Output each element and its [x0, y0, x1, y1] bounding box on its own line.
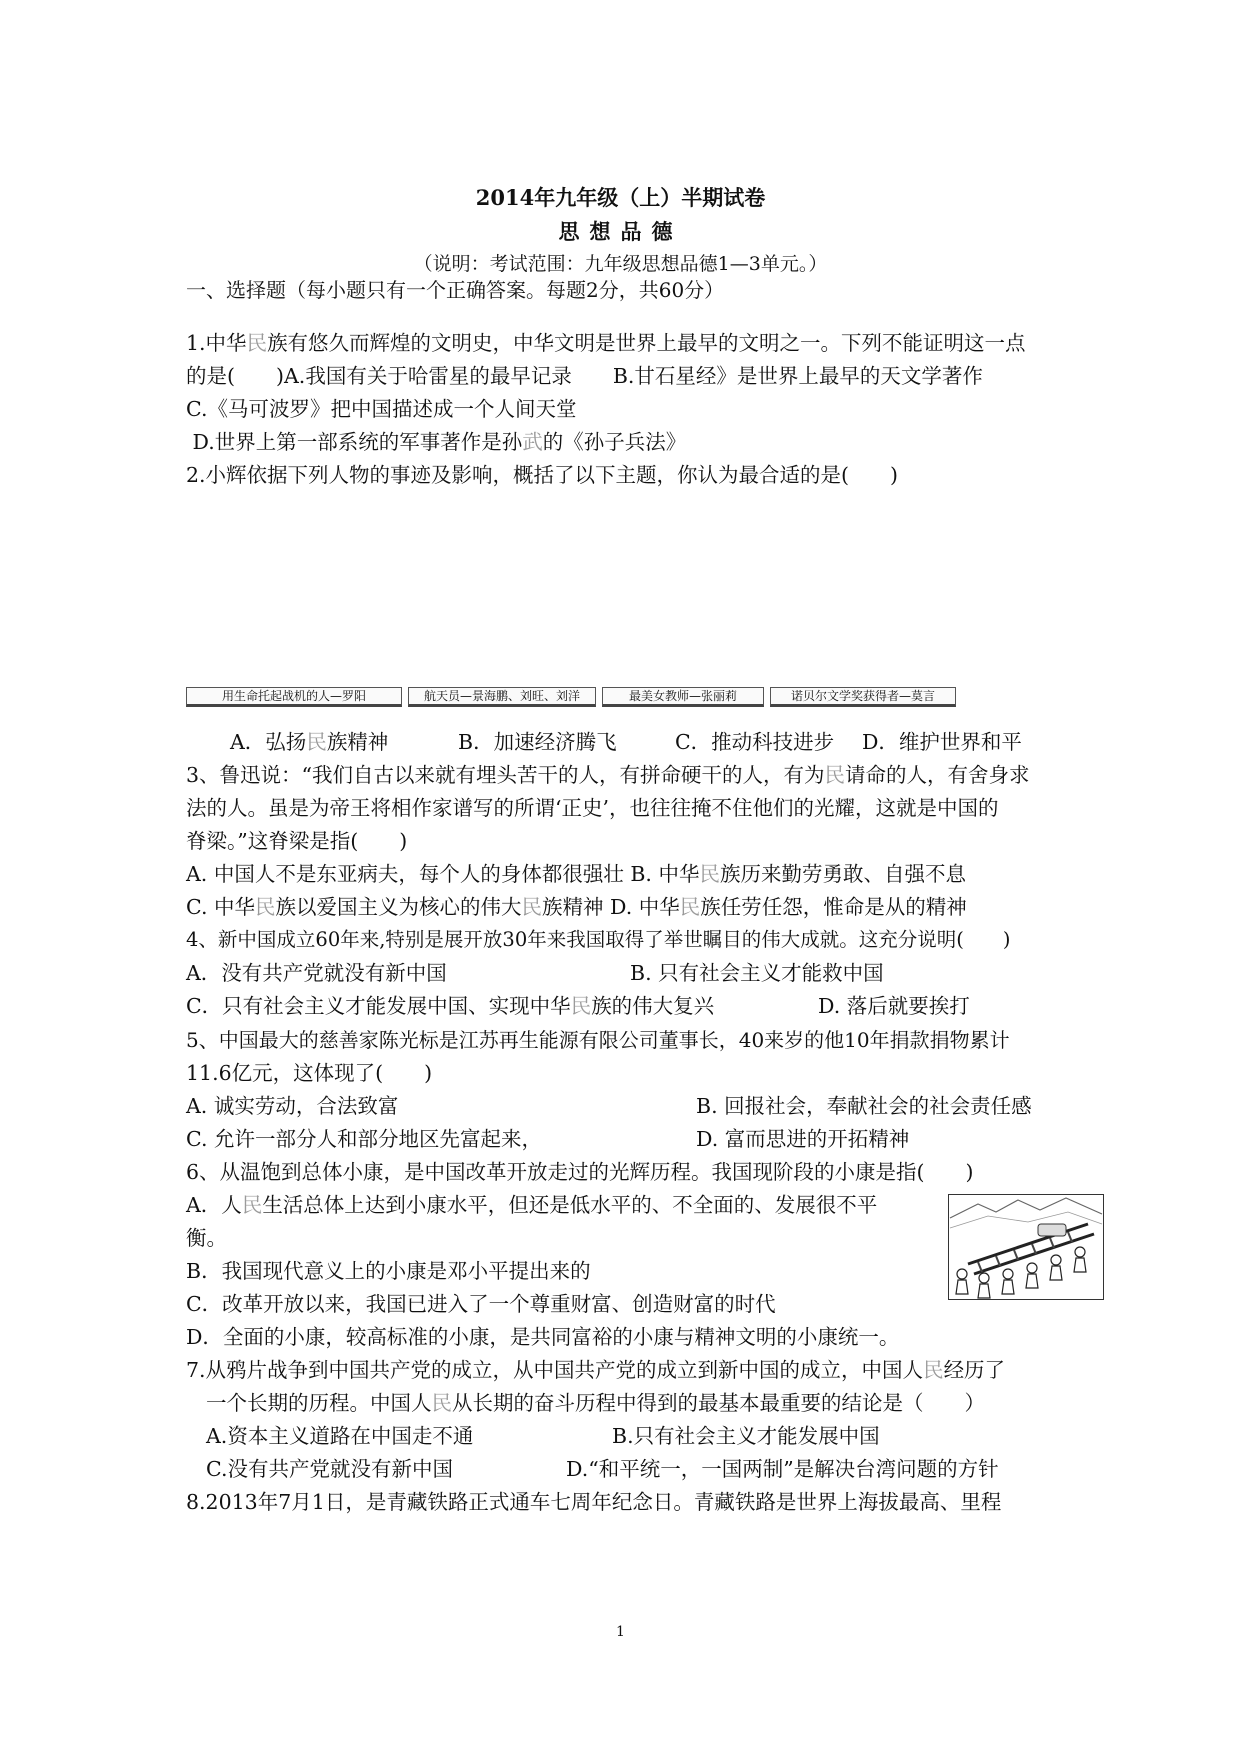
q5-option-a: A. 诚实劳动，合法致富 — [186, 1094, 399, 1118]
q6-option-b: B．我国现代意义上的小康是邓小平提出来的 — [186, 1259, 591, 1283]
q4-option-b: B. 只有社会主义才能救中国 — [630, 961, 884, 985]
q3-line-1: 3、鲁迅说：“我们自古以来就有埋头苦干的人，有拼命硬干的人，有为民请命的人，有舍身求 — [186, 763, 1030, 787]
q7-line-1: 7.从鸦片战争到中国共产党的成立，从中国共产党的成立到新中国的成立，中国人民经历了 — [186, 1358, 1006, 1382]
q2-option-c: C．推动科技进步 — [675, 730, 835, 754]
q5-option-b: B. 回报社会，奉献社会的社会责任感 — [696, 1094, 1032, 1118]
section-heading: 一、选择题（每小题只有一个正确答案。每题2分，共60分） — [186, 278, 725, 302]
q6-option-d: D．全面的小康，较高标准的小康，是共同富裕的小康与精神文明的小康统一。 — [186, 1325, 900, 1349]
q7-options-row-1 — [0, 1422, 1241, 1450]
q5-line-1: 5、中国最大的慈善家陈光标是江苏再生能源有限公司董事长，40来岁的他10年捐款捐物累计 — [186, 1028, 1010, 1052]
q4-stem: 4、新中国成立60年来,特别是展开放30年来我国取得了举世瞩目的伟大成就。这充分说明( ) — [186, 928, 1011, 951]
q2-option-d: D．维护世界和平 — [862, 730, 1022, 754]
q4-option-d: D. 落后就要挨打 — [818, 994, 970, 1018]
q2-options — [0, 728, 1241, 756]
exam-subject: 思想品德 — [558, 219, 683, 244]
q2-person-labels — [186, 687, 956, 705]
q6-stem: 6、从温饱到总体小康，是中国改革开放走过的光辉历程。我国现阶段的小康是指( ) — [186, 1160, 974, 1184]
q3-line-4: A. 中国人不是东亚病夫，每个人的身体都很强壮 B. 中华民族历来勤劳勇敢、自强不息 — [186, 862, 966, 886]
q6-option-c: C．改革开放以来，我国已进入了一个尊重财富、创造财富的时代 — [186, 1292, 776, 1316]
q2-option-a: A．弘扬民族精神 — [230, 730, 389, 754]
q7-option-a: A.资本主义道路在中国走不通 — [206, 1424, 474, 1448]
q7-option-b: B.只有社会主义才能发展中国 — [612, 1424, 880, 1448]
q1-line-2: 的是( )A.我国有关于哈雷星的最早记录 B.甘石星经》是世界上最早的天文学著作 — [186, 364, 983, 388]
q6-option-a-line-1: A．人民生活总体上达到小康水平，但还是低水平的、不全面的、发展很不平 — [186, 1193, 878, 1217]
person-label-4: 诺贝尔文学奖获得者—莫言 — [770, 687, 956, 707]
q6-option-a-line-2: 衡。 — [186, 1226, 227, 1250]
q5-option-c: C. 允许一部分人和部分地区先富起来， — [186, 1127, 542, 1151]
q7-option-c: C.没有共产党就没有新中国 — [206, 1457, 453, 1481]
q5-options-row-1 — [0, 1092, 1241, 1120]
q7-option-d: D.“和平统一，一国两制”是解决台湾问题的方针 — [566, 1457, 999, 1481]
q5-options-row-2 — [0, 1125, 1241, 1153]
q7-options-row-2 — [0, 1455, 1241, 1483]
q8-line-1: 8.2013年7月1日，是青藏铁路正式通车七周年纪念日。青藏铁路是世界上海拔最高、里程 — [186, 1490, 1002, 1514]
q2-option-b: B．加速经济腾飞 — [458, 730, 617, 754]
railway-cartoon-image — [948, 1194, 1104, 1300]
exam-scope-note: （说明：考试范围：九年级思想品德1—3单元。） — [413, 253, 828, 275]
q4-option-c: C．只有社会主义才能发展中国、实现中华民族的伟大复兴 — [186, 994, 715, 1018]
q5-option-d: D. 富而思进的开拓精神 — [696, 1127, 910, 1151]
page-number: 1 — [616, 1624, 625, 1640]
person-label-1: 用生命托起战机的人—罗阳 — [186, 687, 402, 707]
q1-line-4: D.世界上第一部系统的军事著作是孙武的《孙子兵法》 — [186, 430, 687, 454]
q1-line-3: C.《马可波罗》把中国描述成一个人间天堂 — [186, 397, 577, 421]
q2-stem: 2.小辉依据下列人物的事迹及影响，概括了以下主题，你认为最合适的是( ) — [186, 463, 899, 487]
q1-line-1: 1.中华民族有悠久而辉煌的文明史，中华文明是世界上最早的文明之一。下列不能证明这一点 — [186, 331, 1026, 355]
exam-title: 2014年九年级（上）半期试卷 — [475, 185, 766, 210]
q7-line-2: 一个长期的历程。中国人民从长期的奋斗历程中得到的最基本最重要的结论是（ ） — [206, 1391, 985, 1415]
q3-line-3: 脊梁。”这脊梁是指( ) — [186, 829, 408, 853]
q4-options-row-2 — [0, 992, 1241, 1020]
q4-options-row-1 — [0, 959, 1241, 987]
person-label-3: 最美女教师—张丽莉 — [602, 687, 764, 707]
q4-option-a: A．没有共产党就没有新中国 — [186, 961, 447, 985]
person-label-2: 航天员—景海鹏、刘旺、刘洋 — [408, 687, 596, 707]
q3-line-5: C. 中华民族以爱国主义为核心的伟大民族精神 D. 中华民族任劳任怨，惟命是从的精神 — [186, 895, 967, 919]
q3-line-2: 法的人。虽是为帝王将相作家谱写的所谓‘正史’，也往往掩不住他们的光耀，这就是中国的 — [186, 796, 999, 820]
q5-line-2: 11.6亿元，这体现了( ) — [186, 1061, 433, 1085]
